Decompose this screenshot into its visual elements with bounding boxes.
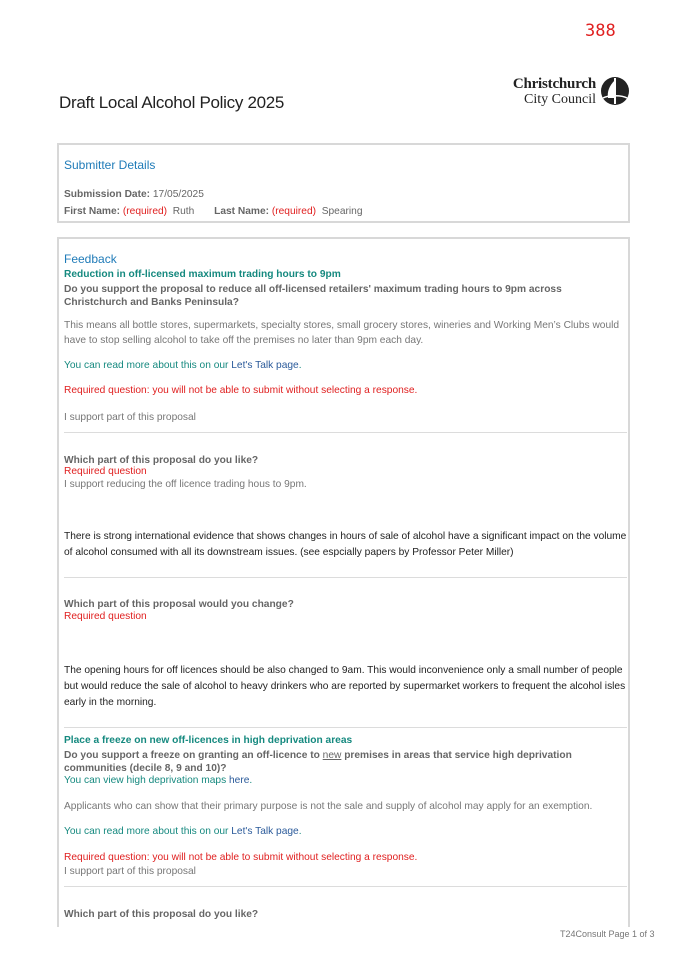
section1-like-required: Required question	[64, 466, 147, 477]
section2-question-new: new	[322, 750, 342, 761]
submission-date-label: Submission Date:	[64, 189, 151, 200]
submission-date-row	[64, 189, 204, 200]
section2-required-notice: Required question: you will not be able to submit without selecting a response.	[64, 852, 418, 863]
first-name-label: First Name:	[64, 206, 121, 217]
submission-date-value: 17/05/2025	[152, 189, 204, 200]
last-name-value: Spearing	[321, 206, 363, 217]
first-name-required: (required)	[122, 206, 168, 217]
section2-maps-line	[64, 774, 629, 789]
section1-title: Reduction in off-licensed maximum trading hours to 9pm	[64, 269, 341, 280]
divider	[64, 577, 627, 578]
section2-title: Place a freeze on new off-licences in high deprivation areas	[64, 735, 353, 746]
section1-required-notice: Required question: you will not be able to submit without selecting a response.	[64, 385, 418, 396]
read-more-prefix: You can read more about this on our	[64, 360, 232, 371]
read-more-suffix: .	[298, 360, 302, 371]
page-number: 388	[585, 21, 616, 41]
section1-like-answer: I support reducing the off licence trading hous to 9pm.	[64, 479, 307, 490]
section1-like-question: Which part of this proposal do you like?	[64, 455, 259, 466]
feedback-heading: Feedback	[64, 252, 117, 266]
divider	[64, 886, 627, 887]
section2-like-question: Which part of this proposal do you like?	[64, 909, 259, 920]
read-more-suffix: .	[298, 826, 302, 837]
lets-talk-link[interactable]: Let's Talk page	[231, 360, 299, 371]
read-more-prefix: You can read more about this on our	[64, 826, 232, 837]
section1-response: I support part of this proposal	[64, 412, 196, 423]
submitter-details-panel	[57, 143, 630, 223]
section1-like-comment: There is strong international evidence that shows changes in hours of sale of alcohol have a significant impact on the volume of alcohol consumed with all its downstream issues. (see espcially papers by Professor Peter Miller)	[64, 531, 627, 558]
council-emblem-icon	[600, 76, 630, 106]
last-name-label: Last Name:	[214, 206, 270, 217]
logo-line2: City Council	[524, 92, 596, 107]
council-logo	[500, 76, 630, 108]
section1-change-comment: The opening hours for off licences should be also changed to 9am. This would inconvenience only a small number of people but would reduce the sale of alcohol to heavy drinkers who are reported by supermarket workers to frequent the alcohol isles early in the morning.	[64, 665, 626, 708]
section1-change-required: Required question	[64, 611, 147, 622]
page-footer: T24Consult Page 1 of 3	[560, 929, 655, 939]
divider	[64, 432, 627, 433]
document-title: Draft Local Alcohol Policy 2025	[59, 93, 285, 112]
section2-question-post: premises in areas that service high deprivation communities (decile 8, 9 and 10)?	[64, 750, 572, 774]
submitter-details-heading: Submitter Details	[64, 158, 156, 172]
section1-read-more	[64, 359, 629, 374]
section2-question	[64, 749, 624, 775]
section1-change-question: Which part of this proposal would you change?	[64, 599, 294, 610]
deprivation-maps-link[interactable]: here	[229, 775, 250, 786]
feedback-panel	[57, 237, 630, 927]
section1-question: Do you support the proposal to reduce all off-licensed retailers' maximum trading hours to 9pm across Christchurch and Banks Peninsula?	[64, 284, 562, 308]
logo-line1: Christchurch	[512, 76, 596, 92]
first-name-value: Ruth	[172, 206, 195, 217]
maps-suffix: .	[249, 775, 253, 786]
section2-question-pre: Do you support a freeze on granting an off-licence to	[64, 750, 323, 761]
name-row	[64, 206, 362, 217]
section1-description: This means all bottle stores, supermarkets, specialty stores, small grocery stores, wineries and Working Men’s Clubs would have to stop selling alcohol to take off the premises no later than 9pm each day.	[64, 320, 620, 346]
section2-description: Applicants who can show that their primary purpose is not the sale and supply of alcohol may apply for an exemption.	[64, 801, 593, 812]
divider	[64, 727, 627, 728]
maps-prefix: You can view high deprivation maps	[64, 775, 229, 786]
last-name-required: (required)	[271, 206, 317, 217]
section2-response: I support part of this proposal	[64, 866, 196, 877]
lets-talk-link[interactable]: Let's Talk page	[231, 826, 299, 837]
section2-read-more	[64, 825, 629, 840]
